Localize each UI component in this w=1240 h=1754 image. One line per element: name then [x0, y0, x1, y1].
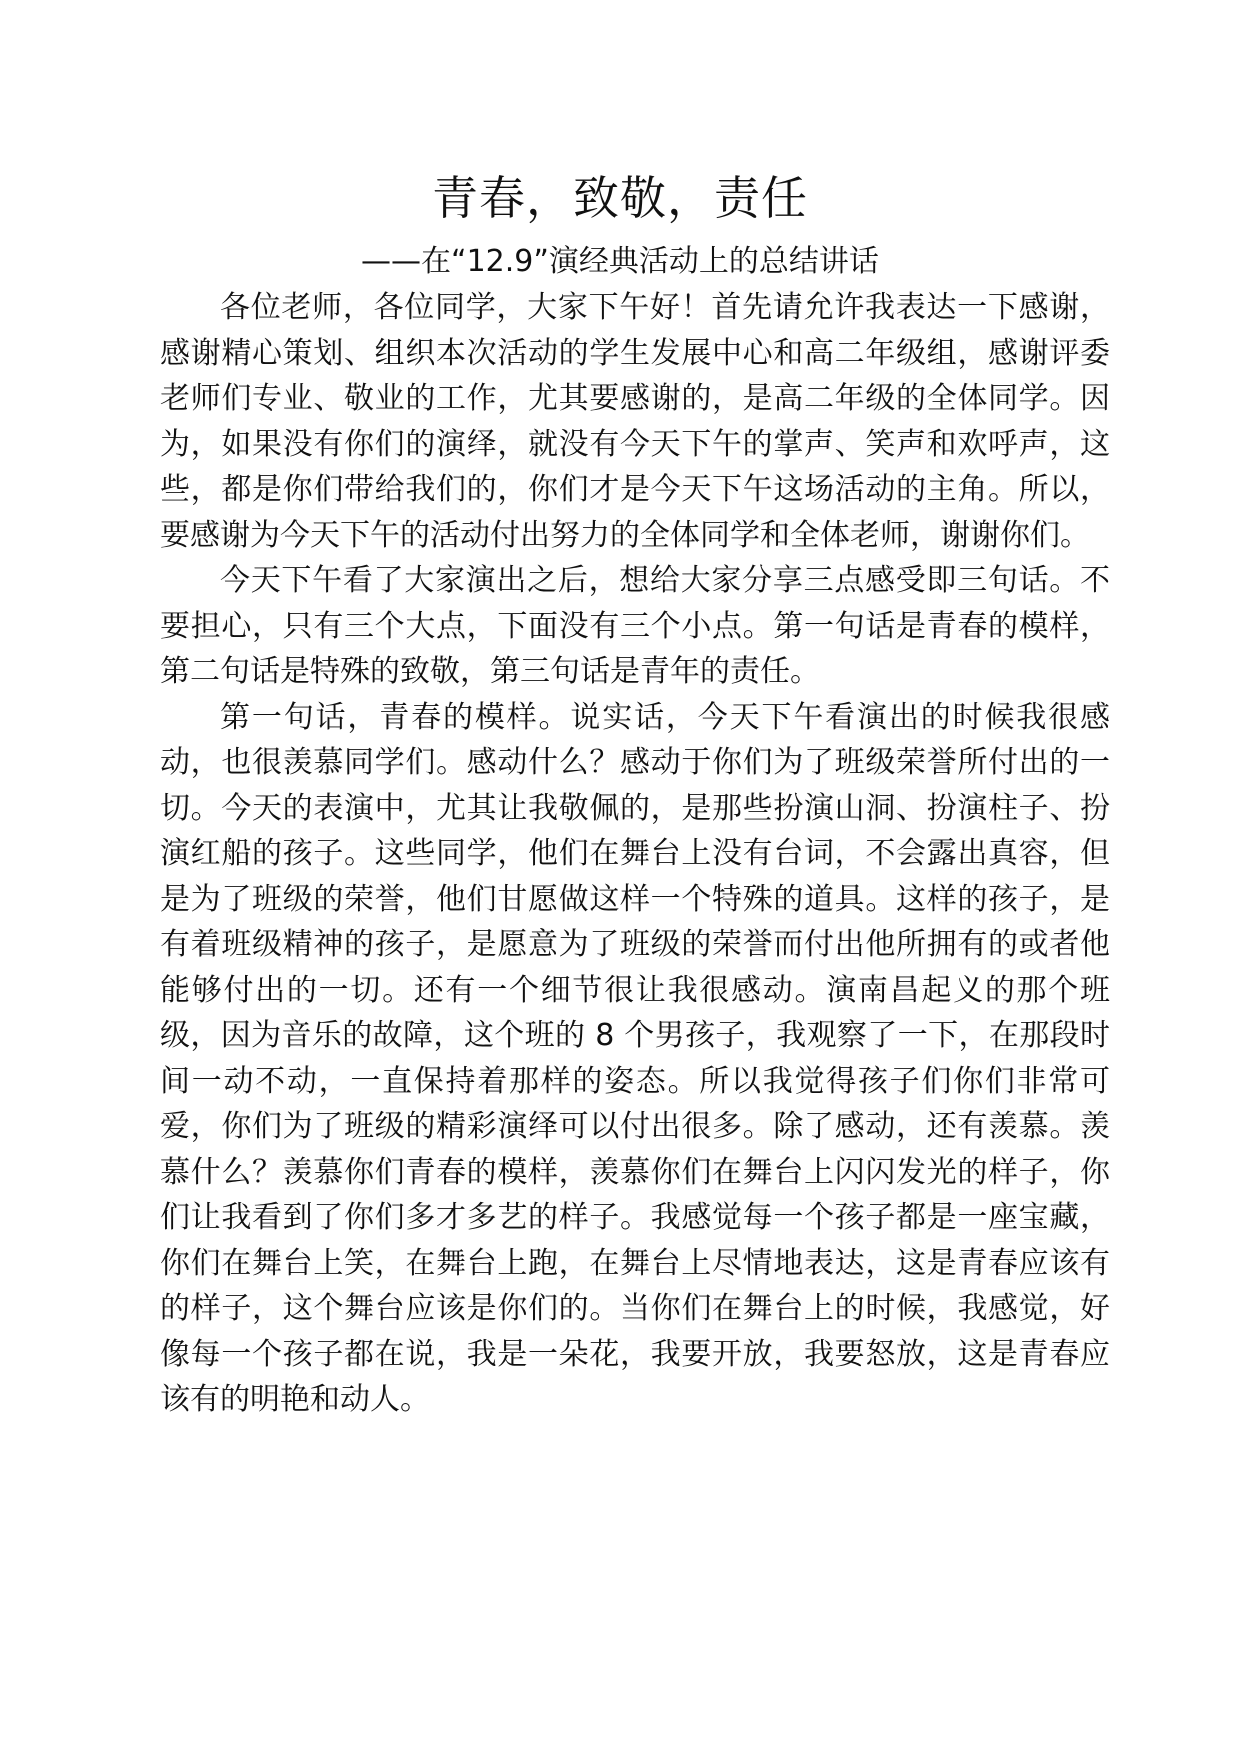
paragraph-youth-look: 第一句话，青春的模样。说实话，今天下午看演出的时候我很感动，也很羡慕同学们。感动什么？感动于你们为了班级荣誉所付出的一切。今天的表演中，尤其让我敬佩的，是那些扮演山洞、扮演柱子、扮演红船的孩子。这些同学，他们在舞台上没有台词，不会露出真容，但是为了班级的荣誉，他们甘愿做这样一个特殊的道具。这样的孩子，是有着班级精神的孩子，是愿意为了班级的荣誉而付出他所拥有的或者他能够付出的一切。还有一个细节很让我很感动。演南昌起义的那个班级，因为音乐的故障，这个班的 8 个男孩子，我观察了一下，在那段时间一动不动，一直保持着那样的姿态。所以我觉得孩子们你们非常可爱，你们为了班级的精彩演绎可以付出很多。除了感动，还有羡慕。羡慕什么？羡慕你们青春的模样，羡慕你们在舞台上闪闪发光的样子，你们让我看到了你们多才多艺的样子。我感觉每一个孩子都是一座宝藏，你们在舞台上笑，在舞台上跑，在舞台上尽情地表达，这是青春应该有的样子，这个舞台应该是你们的。当你们在舞台上的时候，我感觉，好像每一个孩子都在说，我是一朵花，我要开放，我要怒放，这是青春应该有的明艳和动人。 — [160, 699, 1110, 1417]
document-subtitle: ——在“12.9”演经典活动上的总结讲话 — [361, 244, 879, 279]
document-body — [160, 285, 1110, 1423]
paragraph-three-points: 今天下午看了大家演出之后，想给大家分享三点感受即三句话。不要担心，只有三个大点，下面没有三个小点。第一句话是青春的模样，第二句话是特殊的致敬，第三句话是青年的责任。 — [160, 563, 1110, 689]
paragraph-greeting-thanks: 各位老师，各位同学，大家下午好！首先请允许我表达一下感谢，感谢精心策划、组织本次活动的学生发展中心和高二年级组，感谢评委老师们专业、敬业的工作，尤其要感谢的，是高二年级的全体同学。因为，如果没有你们的演绎，就没有今天下午的掌声、笑声和欢呼声，这些，都是你们带给我们的，你们才是今天下午这场活动的主角。所以，要感谢为今天下午的活动付出努力的全体同学和全体老师，谢谢你们。 — [160, 290, 1110, 553]
document-title: 青春，致敬，责任 — [432, 171, 808, 225]
